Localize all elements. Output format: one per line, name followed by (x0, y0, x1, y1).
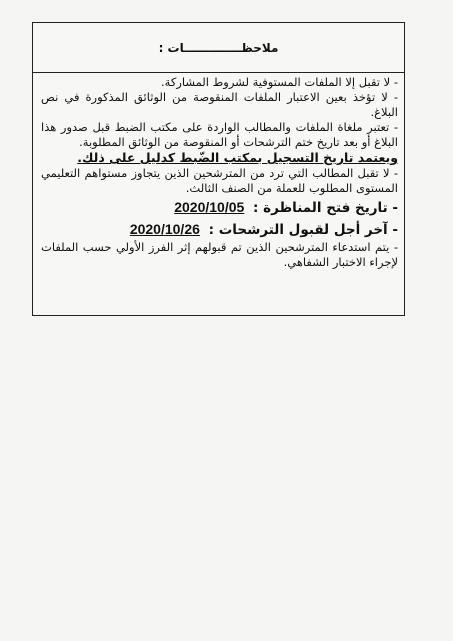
note-registration-proof: ويعتمد تاريخ التسجيل بمكتب الضّبط كدليل على ذلك. (77, 150, 398, 165)
exam-opening-date (41, 197, 398, 218)
note-oral-exam: - يتم استدعاء المترشحين الذين تم قبولهم إثر الفرز الأولي حسب الملفات لإجراء الاختبار الشفاهي. (41, 240, 398, 269)
deadline-date-value: 2020/10/26 (129, 221, 200, 237)
notes-header-label: ملاحظــــــــــــــات : (158, 40, 279, 55)
notes-box (32, 22, 405, 316)
notes-header (33, 23, 404, 73)
note-conditions: - لا تقبل إلا الملفات المستوفية لشروط المشاركة. (161, 75, 398, 89)
exam-date-label: - تاريخ فتح المناظرة : (253, 200, 398, 216)
note-incomplete-files: - لا تؤخذ بعين الاعتبار الملفات المنقوصة من الوثائق المذكورة في نص البلاغ. (41, 90, 398, 119)
note-education-level: - لا تقبل المطالب التي ترد من المترشحين الذين يتجاوز مستواهم التعليمي المستوى المطلوب للعملة من الصنف الثالث. (41, 166, 398, 195)
application-deadline (41, 219, 398, 240)
deadline-label: - آخر أجل لقبول الترشحات : (208, 222, 398, 238)
note-void-files: - تعتبر ملغاة الملفات والمطالب الواردة على مكتب الضبط قبل صدور هذا البلاغ أو بعد تاريخ ختم الترشحات أو المنقوصة من الوثائق المطلوبة. (41, 120, 398, 149)
notes-body (33, 73, 404, 270)
exam-date-value: 2020/10/05 (174, 199, 245, 215)
